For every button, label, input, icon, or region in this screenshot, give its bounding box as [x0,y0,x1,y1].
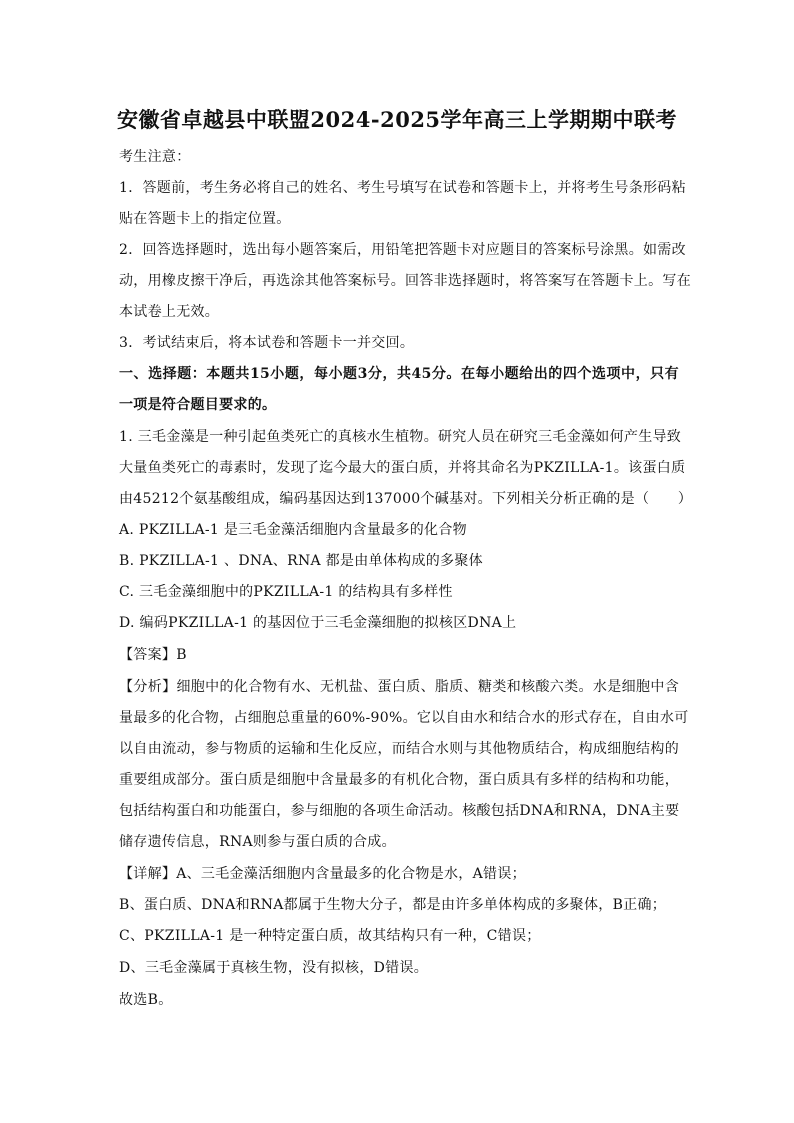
analysis-line: 重要组成部分。蛋白质是细胞中含量最多的有机化合物，蛋白质具有多样的结构和功能， [119,772,679,788]
notice-heading: 考生注意： [119,149,191,165]
notice-line: 1．答题前，考生务必将自己的姓名、考生号填写在试卷和答题卡上，并将考生号条形码粘 [119,180,686,196]
option-d: D. 编码PKZILLA-1 的基因位于三毛金藻细胞的拟核区DNA上 [119,615,517,631]
conclusion: 故选B。 [119,992,173,1008]
detail-line: B、蛋白质、DNA和RNA都属于生物大分子，都是由许多单体构成的多聚体，B正确； [119,897,667,913]
analysis-line: 包括结构蛋白和功能蛋白，参与细胞的各项生命活动。核酸包括DNA和RNA，DNA主要 [119,803,680,819]
section-heading: 一项是符合题目要求的。 [119,397,277,413]
notice-line: 动，用橡皮擦干净后，再选涂其他答案标号。回答非选择题时，将答案写在答题卡上。写在 [119,273,691,289]
notice-line: 2．回答选择题时，选出每小题答案后，用铅笔把答题卡对应题目的答案标号涂黑。如需改 [119,242,686,258]
notice-line: 3．考试结束后，将本试卷和答题卡一并交回。 [119,335,415,351]
page-title: 安徽省卓越县中联盟2024-2025学年高三上学期期中联考 [116,107,678,132]
question-stem: 由45212个氨基酸组成，编码基因达到137000个碱基对。下列相关分析正确的是（ ） [119,491,693,507]
analysis-line: 以自由流动，参与物质的运输和生化反应，而结合水则与其他物质结合，构成细胞结构的 [119,741,679,757]
detail-line: D、三毛金藻属于真核生物，没有拟核，D错误。 [119,960,429,976]
detail-line: C、PKZILLA-1 是一种特定蛋白质，故其结构只有一种，C错误； [119,928,541,944]
option-c: C. 三毛金藻细胞中的PKZILLA-1 的结构具有多样性 [119,584,453,600]
question-stem: 1. 三毛金藻是一种引起鱼类死亡的真核水生植物。研究人员在研究三毛金藻如何产生导致 [119,429,682,445]
question-stem: 大量鱼类死亡的毒素时，发现了迄今最大的蛋白质，并将其命名为PKZILLA-1。该蛋白质 [119,460,686,476]
answer: 【答案】B [119,647,187,663]
detail-line: 【详解】A、三毛金藻活细胞内含量最多的化合物是水，A错误； [119,866,526,882]
option-b: B. PKZILLA-1 、DNA、RNA 都是由单体构成的多聚体 [119,553,483,569]
notice-line: 本试卷上无效。 [119,304,220,320]
notice-line: 贴在答题卡上的指定位置。 [119,211,291,227]
section-heading: 一、选择题：本题共15小题，每小题3分，共45分。在每小题给出的四个选项中，只有 [119,366,679,382]
analysis-line: 储存遗传信息，RNA则参与蛋白质的合成。 [119,834,396,850]
analysis-line: 【分析】细胞中的化合物有水、无机盐、蛋白质、脂质、糖类和核酸六类。水是细胞中含 [119,679,679,695]
option-a: A. PKZILLA-1 是三毛金藻活细胞内含量最多的化合物 [119,522,467,538]
analysis-line: 量最多的化合物，占细胞总重量的60%-90%。它以自由水和结合水的形式存在，自由水可 [119,710,689,726]
